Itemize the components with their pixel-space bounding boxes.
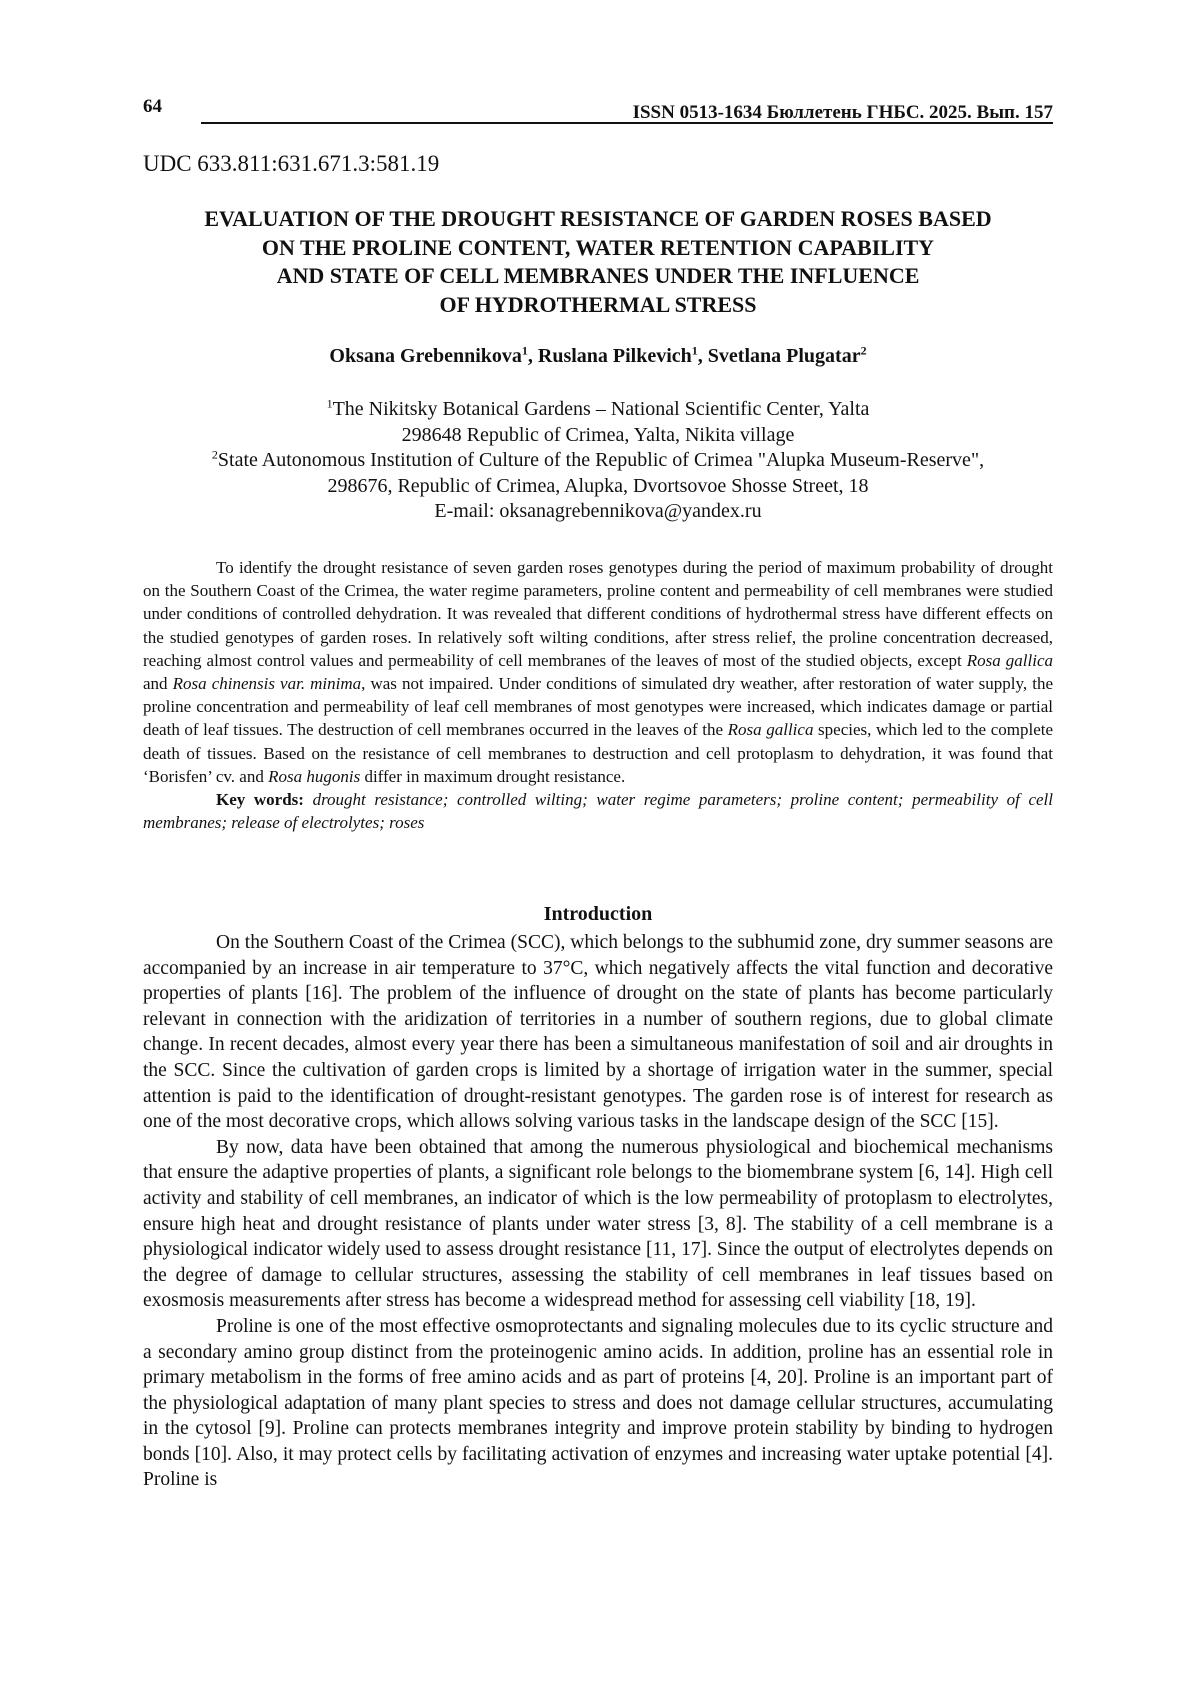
species-name: Rosa gallica <box>727 720 814 740</box>
affiliation-line: 298676, Republic of Crimea, Alupka, Dvortsovoe Shosse Street, 18 <box>327 474 869 497</box>
species-name: Rosa hugonis <box>268 766 361 786</box>
article-title <box>143 205 1053 319</box>
author-separator: , <box>697 345 708 367</box>
author-name: Svetlana Plugatar <box>707 345 861 367</box>
udc-code: UDC 633.811:631.671.3:581.19 <box>143 151 440 176</box>
author-name: Oksana Grebennikova <box>329 345 522 367</box>
affiliations <box>143 397 1053 525</box>
author-email: E-mail: oksanagrebennikova@yandex.ru <box>434 500 762 522</box>
abstract-text: and <box>143 674 173 694</box>
introduction-body <box>143 930 1053 1493</box>
section-heading-introduction: Introduction <box>543 903 653 925</box>
affiliation-mark: 2 <box>211 447 218 462</box>
abstract-text: species, which led to the complete death of tissues. Based on the resistance of cell membranes to destruction and cell protoplasm to dehydration, it was found that ‘Borisfen’ cv. and <box>143 720 1054 786</box>
title-line: OF HYDROTHERMAL STRESS <box>439 291 757 317</box>
page-number: 64 <box>143 96 162 117</box>
author-affiliation-mark: 1 <box>521 343 528 358</box>
author-list <box>143 345 1053 368</box>
author-name: Ruslana Pilkevich <box>537 345 692 367</box>
affiliation-text: State Autonomous Institution of Culture of the Republic of Crimea "Alupka Museum-Reserve", <box>217 449 985 471</box>
abstract-text: , was not impaired. Under conditions of simulated dry weather, after restoration of water supply, the proline concentration and permeability of leaf cell membranes of most genotypes were increased, which indicates damage or partial death of leaf tissues. The destruction of cell membranes occurred in the leaves of the <box>143 674 1054 740</box>
title-line: ON THE PROLINE CONTENT, WATER RETENTION CAPABILITY <box>261 234 935 260</box>
author-affiliation-mark: 2 <box>860 343 867 358</box>
author-affiliation-mark: 1 <box>691 343 698 358</box>
body-paragraph: Proline is one of the most effective osmoprotectants and signaling molecules due to its cyclic structure and a secondary amino group distinct from the proteinogenic amino acids. In addition, proline has an essential role in primary metabolism in the forms of free amino acids and as part of proteins [4, 20]. Proline is an important part of the physiological adaptation of many plant species to stress and does not damage cellular structures, accumulating in the cytosol [9]. Proline can protects membranes integrity and improve protein stability by binding to hydrogen bonds [10]. Also, it may protect cells by facilitating activation of enzymes and increasing water uptake potential [4]. Proline is <box>143 1315 1053 1491</box>
affiliation-line <box>143 397 1053 423</box>
header-rule <box>201 122 1053 124</box>
species-name: Rosa gallica <box>966 650 1053 670</box>
abstract-paragraph <box>143 556 1053 788</box>
affiliation-mark: 1 <box>326 396 333 411</box>
title-line: EVALUATION OF THE DROUGHT RESISTANCE OF GARDEN ROSES BASED <box>204 206 992 231</box>
affiliation-line <box>143 448 1053 474</box>
abstract-text: To identify the drought resistance of seven garden roses genotypes during the period of maximum probability of drought on the Southern Coast of the Crimea, the water regime parameters, proline content and permeability of cell membranes were studied under conditions of controlled dehydration. It was revealed that different conditions of hydrothermal stress have different effects on the studied genotypes of garden roses. In relatively soft wilting conditions, after stress relief, the proline concentration decreased, reaching almost control values and permeability of cell membranes of the leaves of most of the studied objects, except <box>143 558 1053 670</box>
keywords-label: Key words: <box>216 790 304 810</box>
body-paragraph: By now, data have been obtained that among the numerous physiological and biochemical mechanisms that ensure the adaptive properties of plants, a significant role belongs to the biomembrane system [6, 14]. High cell activity and stability of cell membranes, an indicator of which is the low permeability of protoplasm to electrolytes, ensure high heat and drought resistance of plants under water stress [3, 8]. The stability of a cell membrane is a physiological indicator widely used to assess drought resistance [11, 17]. Since the output of electrolytes depends on the degree of damage to cellular structures, assessing the stability of cell membranes in leaf tissues based on exosmosis measurements after stress has become a widespread method for assessing cell viability [18, 19]. <box>143 1136 1053 1312</box>
affiliation-text: The Nikitsky Botanical Gardens – National Scientific Center, Yalta <box>332 398 870 420</box>
journal-info: ISSN 0513-1634 Бюллетень ГНБС. 2025. Вып. 157 <box>632 102 1053 123</box>
running-header <box>143 96 1053 126</box>
affiliation-line: 298648 Republic of Crimea, Yalta, Nikita village <box>401 423 795 446</box>
keywords-text: drought resistance; controlled wilting; water regime parameters; proline content; permeability of cell membranes; release of electrolytes; roses <box>143 790 1053 833</box>
abstract <box>143 556 1053 834</box>
species-name: Rosa chinensis var. minima <box>172 674 362 694</box>
body-paragraph: On the Southern Coast of the Crimea (SCC), which belongs to the subhumid zone, dry summer seasons are accompanied by an increase in air temperature to 37°C, which negatively affects the vital function and decorative properties of plants [16]. The problem of the influence of drought on the state of plants has become particularly relevant in connection with the aridization of territories in a number of southern regions, due to global climate change. In recent decades, almost every year there has been a simultaneous manifestation of soil and air droughts in the SCC. Since the cultivation of garden crops is limited by a shortage of irrigation water in the summer, special attention is paid to the identification of drought-resistant genotypes. The garden rose is of interest for research as one of the most decorative crops, which allows solving various tasks in the landscape design of the SCC [15]. <box>143 932 1053 1133</box>
keywords <box>143 788 1053 834</box>
abstract-text: differ in maximum drought resistance. <box>360 766 626 786</box>
author-separator: , <box>527 345 538 367</box>
title-line: AND STATE OF CELL MEMBRANES UNDER THE INFLUENCE <box>276 263 920 288</box>
